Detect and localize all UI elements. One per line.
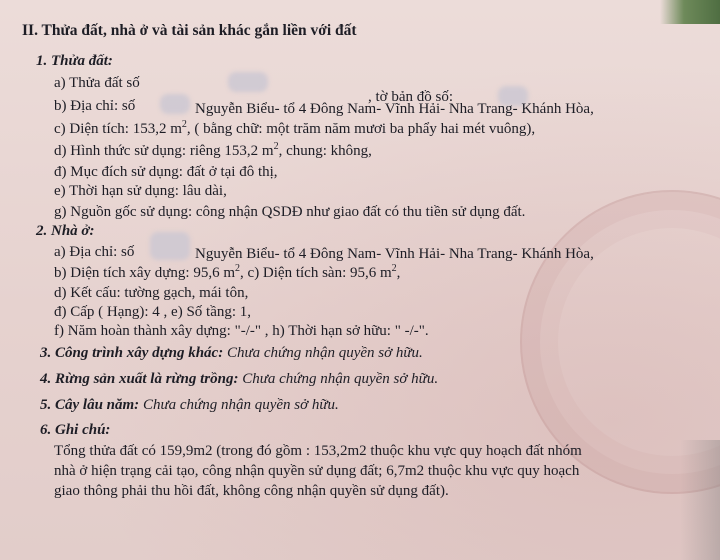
page-shadow — [680, 440, 720, 560]
notes-line-1: Tổng thửa đất có 159,9m2 (trong đó gồm : 153,2m2 thuộc khu vực quy hoạch đất nhóm — [54, 443, 582, 459]
redacted-house-number — [150, 232, 190, 260]
house-address: Nguyễn Biểu- tổ 4 Đông Nam- Vĩnh Hải- Nha Trang- Khánh Hòa, — [195, 246, 594, 262]
redacted-land-house-number — [160, 94, 190, 114]
notes-line-2: nhà ở hiện trạng cải tạo, công nhận quyền sử dụng đất; 6,7m2 thuộc khu vực quy hoạch — [54, 463, 580, 479]
background-foliage — [660, 0, 720, 24]
perennial-trees: 5. Cây lâu năm: Chưa chứng nhận quyền sở hữu. — [40, 397, 339, 413]
usage-purpose: đ) Mục đích sử dụng: đất ở tại đô thị, — [54, 164, 278, 180]
section1-title: 1. Thửa đất: — [36, 53, 113, 69]
usage-term: e) Thời hạn sử dụng: lâu dài, — [54, 183, 227, 199]
grade-floors: đ) Cấp ( Hạng): 4 , e) Số tầng: 1, — [54, 304, 252, 320]
redacted-parcel-number — [228, 72, 268, 92]
land-address: Nguyễn Biểu- tổ 4 Đông Nam- Vĩnh Hải- Nha Trang- Khánh Hòa, — [195, 101, 594, 117]
land-address-prefix: b) Địa chỉ: số — [54, 98, 136, 114]
other-constructions: 3. Công trình xây dựng khác: Chưa chứng nhận quyền sở hữu. — [40, 345, 423, 361]
land-area: c) Diện tích: 153,2 $m^2$, ( bằng chữ: một trăm năm mươi ba phẩy hai mét vuông), — [54, 119, 536, 137]
usage-form: d) Hình thức sử dụng: riêng 153,2 $m^2$, chung: không, — [54, 141, 372, 159]
map-sheet-label: , tờ bản đồ số: — [368, 89, 454, 105]
section-heading: II. Thửa đất, nhà ở và tài sản khác gắn liền với đất — [22, 22, 357, 39]
building-area: b) Diện tích xây dựng: 95,6 $m^2$, c) Diện tích sàn: 95,6 $m^2$, — [54, 263, 401, 281]
structure: d) Kết cấu: tường gạch, mái tôn, — [54, 285, 249, 301]
parcel-number-label: a) Thửa đất số — [54, 75, 140, 91]
usage-origin: g) Nguồn gốc sử dụng: công nhận QSDĐ như giao đất có thu tiền sử dụng đất. — [54, 204, 526, 220]
completion-ownership: f) Năm hoàn thành xây dựng: "-/-" , h) Thời hạn sở hữu: " -/-". — [54, 323, 429, 339]
house-address-prefix: a) Địa chỉ: số — [54, 244, 135, 260]
notes-line-3: giao thông phải thu hồi đất, không công nhận quyền sử dụng đất). — [54, 483, 449, 499]
section2-title: 2. Nhà ở: — [36, 223, 95, 239]
notes-title: 6. Ghi chú: — [40, 422, 111, 438]
planted-forest: 4. Rừng sản xuất là rừng trồng: Chưa chứng nhận quyền sở hữu. — [40, 371, 439, 387]
